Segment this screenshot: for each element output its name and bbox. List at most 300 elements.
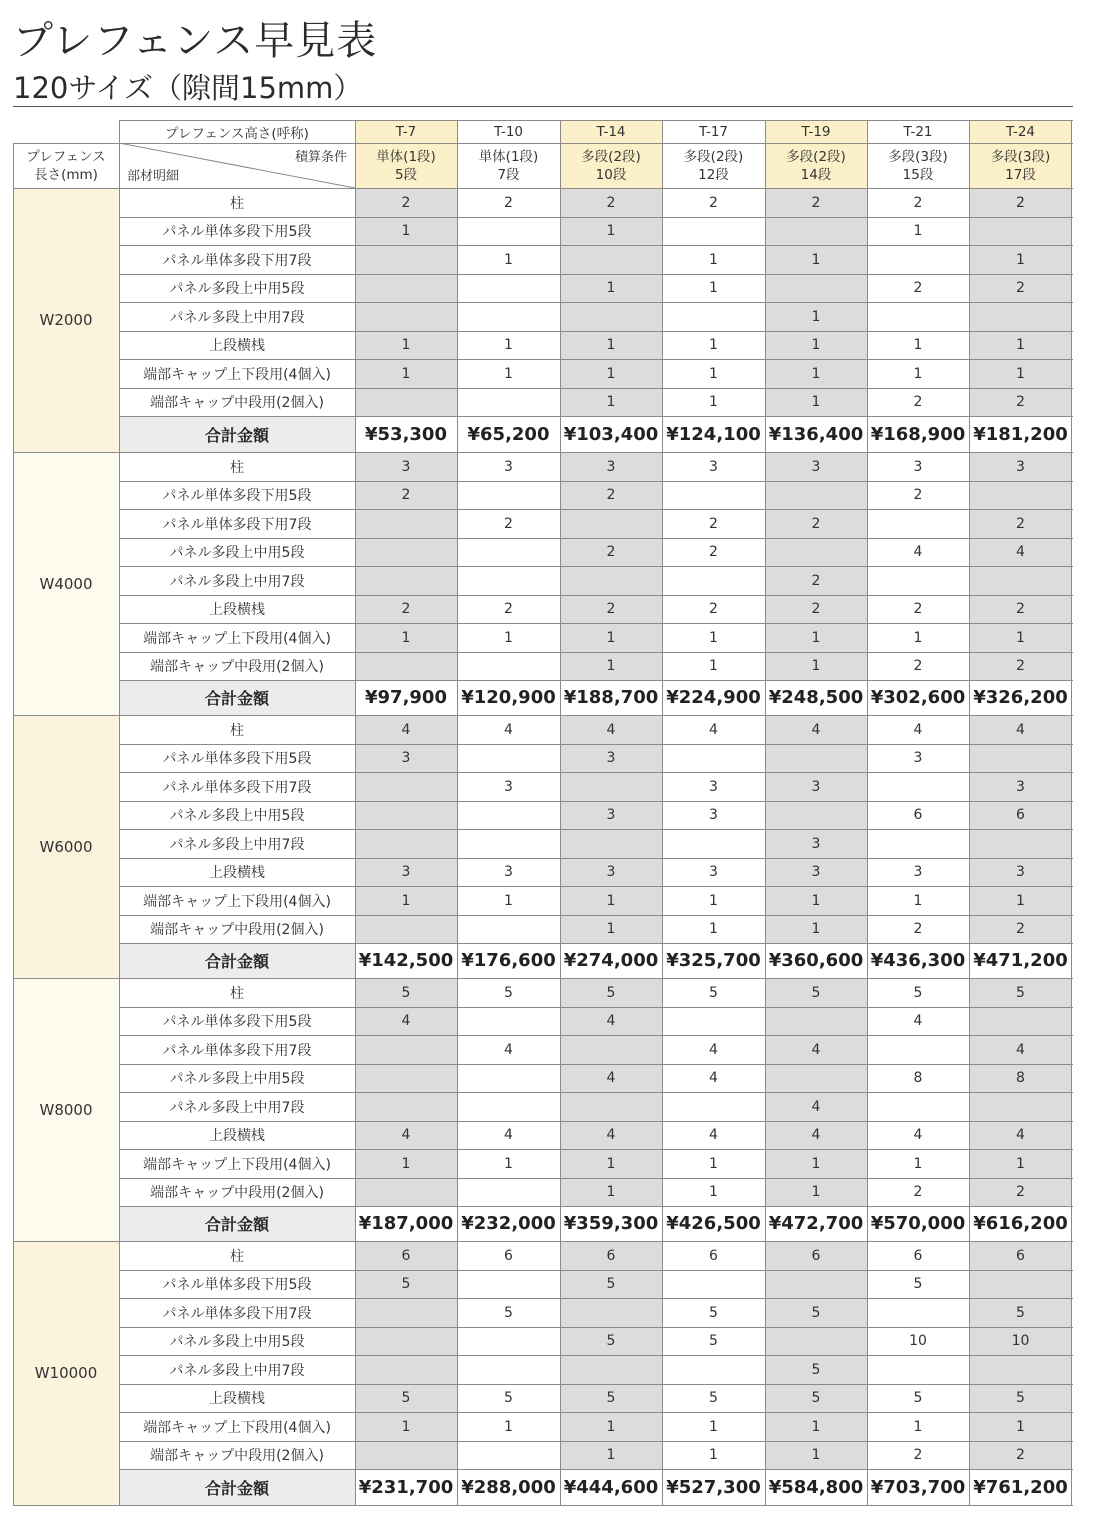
quantity-cell: 1 — [969, 331, 1072, 359]
quantity-cell: 1 — [457, 1149, 560, 1178]
quantity-cell: 4 — [867, 538, 969, 566]
quantity-cell: 1 — [457, 623, 560, 652]
quantity-cell — [457, 302, 560, 331]
grid-line — [13, 143, 1073, 144]
quantity-cell: 6 — [867, 1241, 969, 1270]
grid-line — [119, 1206, 1073, 1207]
quantity-cell: 5 — [662, 978, 765, 1007]
total-price-cell: ¥471,200 — [969, 943, 1072, 978]
total-price-cell: ¥360,600 — [765, 943, 867, 978]
page-subtitle: 120サイズ（隙間15mm） — [13, 71, 363, 105]
quantity-cell: 2 — [560, 595, 662, 623]
quantity-cell: 1 — [662, 652, 765, 680]
quantity-cell: 1 — [765, 1412, 867, 1441]
quantity-cell: 3 — [560, 801, 662, 829]
quantity-cell — [765, 274, 867, 302]
quantity-cell — [355, 1092, 457, 1121]
quantity-cell: 1 — [867, 217, 969, 245]
grid-line — [119, 1441, 1073, 1442]
quantity-cell: 1 — [457, 245, 560, 274]
quantity-cell — [662, 302, 765, 331]
total-label: 合計金額 — [119, 416, 355, 452]
quantity-cell: 1 — [560, 359, 662, 388]
quantity-cell: 1 — [765, 652, 867, 680]
quantity-cell: 4 — [560, 1064, 662, 1092]
quantity-cell: 6 — [969, 1241, 1072, 1270]
quantity-cell — [457, 829, 560, 858]
item-label: 上段横桟 — [119, 331, 355, 359]
condition-steps: 17段 — [1005, 166, 1036, 183]
grid-line — [119, 416, 1073, 417]
quantity-cell — [969, 1355, 1072, 1384]
quantity-cell: 3 — [457, 858, 560, 886]
quantity-cell — [457, 217, 560, 245]
grid-line — [119, 1121, 1073, 1122]
quantity-cell: 2 — [765, 566, 867, 595]
quantity-cell: 1 — [560, 886, 662, 915]
quantity-cell: 1 — [457, 359, 560, 388]
quantity-cell — [867, 566, 969, 595]
quantity-cell — [969, 217, 1072, 245]
quantity-cell: 1 — [560, 388, 662, 416]
column-condition-t-10 — [457, 143, 560, 188]
quantity-cell — [355, 829, 457, 858]
quantity-cell: 6 — [355, 1241, 457, 1270]
total-price-cell: ¥274,000 — [560, 943, 662, 978]
quantity-cell — [355, 652, 457, 680]
quantity-cell: 2 — [867, 652, 969, 680]
grid-line — [119, 744, 1073, 745]
total-price-cell: ¥232,000 — [457, 1206, 560, 1241]
grid-line — [119, 1355, 1073, 1356]
quantity-cell — [355, 509, 457, 538]
quantity-cell: 8 — [867, 1064, 969, 1092]
grid-line — [119, 1007, 1073, 1008]
quantity-cell: 10 — [969, 1327, 1072, 1355]
quantity-cell — [969, 481, 1072, 509]
quantity-cell: 4 — [662, 1035, 765, 1064]
total-price-cell: ¥426,500 — [662, 1206, 765, 1241]
quantity-cell: 5 — [355, 1270, 457, 1298]
quantity-cell — [355, 1178, 457, 1206]
quantity-cell: 1 — [560, 652, 662, 680]
column-code-t-19: T-19 — [765, 120, 867, 143]
quantity-cell — [969, 744, 1072, 772]
quantity-cell — [355, 772, 457, 801]
quantity-cell: 6 — [765, 1241, 867, 1270]
quantity-cell: 1 — [355, 359, 457, 388]
item-label: 端部キャップ中段用(2個入) — [119, 652, 355, 680]
condition-type: 多段(2段) — [683, 148, 744, 165]
column-condition-t-7 — [355, 143, 457, 188]
grid-line — [119, 886, 1073, 887]
quantity-cell — [355, 1064, 457, 1092]
column-code-t-17: T-17 — [662, 120, 765, 143]
grid-line — [1071, 120, 1072, 1506]
quantity-cell: 1 — [662, 1441, 765, 1469]
quantity-cell — [662, 829, 765, 858]
grid-line — [119, 388, 1073, 389]
grid-line — [119, 801, 1073, 802]
quantity-cell: 1 — [457, 886, 560, 915]
diagonal-header — [119, 143, 355, 188]
quantity-cell: 1 — [765, 359, 867, 388]
grid-line — [119, 1178, 1073, 1179]
quantity-cell — [969, 302, 1072, 331]
grid-line — [119, 245, 1073, 246]
quantity-cell — [355, 245, 457, 274]
quantity-cell — [765, 1007, 867, 1035]
grid-line — [457, 120, 458, 1506]
quantity-cell: 1 — [662, 886, 765, 915]
quantity-cell: 3 — [662, 772, 765, 801]
group-length-label: W10000 — [13, 1241, 119, 1505]
grid-line — [119, 858, 1073, 859]
quantity-cell: 2 — [662, 188, 765, 217]
quantity-cell — [560, 509, 662, 538]
total-price-cell: ¥436,300 — [867, 943, 969, 978]
total-price-cell: ¥761,200 — [969, 1469, 1072, 1505]
item-label: パネル単体多段下用5段 — [119, 1007, 355, 1035]
item-label: 柱 — [119, 978, 355, 1007]
total-price-cell: ¥124,100 — [662, 416, 765, 452]
quantity-cell — [969, 1007, 1072, 1035]
item-label: パネル多段上中用7段 — [119, 302, 355, 331]
quantity-cell: 1 — [560, 217, 662, 245]
quantity-cell: 5 — [457, 1384, 560, 1412]
column-condition-t-14 — [560, 143, 662, 188]
quantity-cell — [867, 1092, 969, 1121]
quantity-cell: 4 — [867, 1121, 969, 1149]
header-nominal-label: プレフェンス高さ(呼称) — [119, 120, 355, 143]
column-code-t-24: T-24 — [969, 120, 1072, 143]
quantity-cell: 6 — [457, 1241, 560, 1270]
item-label: 端部キャップ上下段用(4個入) — [119, 1412, 355, 1441]
quantity-cell — [355, 1441, 457, 1469]
item-label: 端部キャップ上下段用(4個入) — [119, 886, 355, 915]
quantity-cell: 3 — [867, 744, 969, 772]
quantity-cell — [560, 245, 662, 274]
quantity-cell: 2 — [969, 595, 1072, 623]
quantity-cell: 2 — [969, 1441, 1072, 1469]
quantity-cell: 5 — [765, 978, 867, 1007]
quantity-cell: 4 — [765, 715, 867, 744]
item-label: パネル単体多段下用5段 — [119, 481, 355, 509]
quantity-cell: 1 — [560, 915, 662, 943]
quantity-cell: 5 — [560, 1327, 662, 1355]
total-price-cell: ¥703,700 — [867, 1469, 969, 1505]
quantity-cell: 3 — [662, 858, 765, 886]
quantity-cell — [662, 1007, 765, 1035]
total-price-cell: ¥224,900 — [662, 680, 765, 715]
grid-line — [119, 1149, 1073, 1150]
quantity-cell: 4 — [457, 715, 560, 744]
quantity-cell: 1 — [662, 1149, 765, 1178]
quantity-cell: 2 — [969, 274, 1072, 302]
quantity-cell — [867, 1298, 969, 1327]
quantity-cell: 5 — [765, 1384, 867, 1412]
grid-line — [119, 120, 120, 1506]
column-code-t-21: T-21 — [867, 120, 969, 143]
condition-type: 単体(1段) — [376, 148, 436, 165]
quantity-cell: 1 — [355, 623, 457, 652]
quantity-cell: 1 — [969, 359, 1072, 388]
quantity-cell — [765, 1270, 867, 1298]
quantity-cell: 2 — [355, 595, 457, 623]
quantity-cell: 5 — [560, 978, 662, 1007]
quantity-cell: 2 — [765, 188, 867, 217]
quantity-cell — [457, 1327, 560, 1355]
quantity-cell: 1 — [969, 1149, 1072, 1178]
grid-line — [119, 566, 1073, 567]
item-label: 柱 — [119, 1241, 355, 1270]
column-code-t-7: T-7 — [355, 120, 457, 143]
quantity-cell — [457, 481, 560, 509]
quantity-cell — [969, 1270, 1072, 1298]
quantity-cell — [457, 388, 560, 416]
quantity-cell — [560, 829, 662, 858]
quantity-cell: 3 — [662, 452, 765, 481]
quantity-cell — [355, 1298, 457, 1327]
quantity-cell — [355, 566, 457, 595]
quantity-cell — [662, 217, 765, 245]
quantity-cell: 1 — [457, 1412, 560, 1441]
quantity-cell — [355, 274, 457, 302]
quantity-cell: 5 — [867, 1384, 969, 1412]
item-label: 柱 — [119, 452, 355, 481]
quantity-cell: 4 — [969, 1035, 1072, 1064]
item-label: パネル単体多段下用7段 — [119, 1035, 355, 1064]
quantity-cell — [457, 1178, 560, 1206]
grid-line — [119, 915, 1073, 916]
total-price-cell: ¥326,200 — [969, 680, 1072, 715]
quantity-cell: 4 — [457, 1121, 560, 1149]
quantity-cell — [560, 772, 662, 801]
quantity-cell: 1 — [765, 623, 867, 652]
quantity-cell: 1 — [355, 1149, 457, 1178]
column-condition-t-19 — [765, 143, 867, 188]
quantity-cell: 2 — [662, 509, 765, 538]
group-length-label: W8000 — [13, 978, 119, 1241]
quantity-cell: 3 — [662, 801, 765, 829]
quantity-cell: 1 — [662, 388, 765, 416]
quantity-cell: 6 — [560, 1241, 662, 1270]
quantity-cell: 5 — [457, 978, 560, 1007]
quantity-cell: 2 — [969, 1178, 1072, 1206]
quantity-cell: 1 — [662, 274, 765, 302]
quantity-cell: 3 — [355, 744, 457, 772]
column-condition-t-17 — [662, 143, 765, 188]
quantity-cell — [765, 1064, 867, 1092]
item-label: パネル多段上中用7段 — [119, 1355, 355, 1384]
quantity-cell: 3 — [355, 858, 457, 886]
quantity-cell: 4 — [355, 1007, 457, 1035]
total-price-cell: ¥168,900 — [867, 416, 969, 452]
total-price-cell: ¥65,200 — [457, 416, 560, 452]
quantity-cell: 1 — [765, 245, 867, 274]
item-label: パネル単体多段下用7段 — [119, 245, 355, 274]
quantity-cell: 1 — [969, 245, 1072, 274]
item-label: 上段横桟 — [119, 1121, 355, 1149]
quantity-cell: 3 — [765, 772, 867, 801]
quantity-cell: 3 — [867, 452, 969, 481]
quantity-cell: 3 — [765, 858, 867, 886]
quantity-cell: 1 — [560, 331, 662, 359]
grid-line — [119, 217, 1073, 218]
quantity-cell — [662, 1092, 765, 1121]
grid-line — [13, 715, 1073, 716]
quantity-cell: 2 — [867, 188, 969, 217]
quantity-cell: 6 — [867, 801, 969, 829]
quantity-cell: 4 — [969, 538, 1072, 566]
quantity-cell: 1 — [969, 1412, 1072, 1441]
quantity-cell — [969, 1092, 1072, 1121]
quantity-cell: 2 — [969, 388, 1072, 416]
condition-type: 多段(2段) — [786, 148, 846, 165]
quantity-cell: 3 — [355, 452, 457, 481]
item-label: 上段横桟 — [119, 1384, 355, 1412]
grid-line — [355, 120, 356, 1506]
total-price-cell: ¥136,400 — [765, 416, 867, 452]
quantity-cell: 1 — [867, 886, 969, 915]
total-price-cell: ¥231,700 — [355, 1469, 457, 1505]
quantity-cell: 1 — [355, 217, 457, 245]
quantity-cell: 5 — [867, 978, 969, 1007]
quantity-cell: 3 — [457, 772, 560, 801]
quantity-cell — [560, 302, 662, 331]
total-price-cell: ¥359,300 — [560, 1206, 662, 1241]
condition-type: 単体(1段) — [478, 148, 539, 165]
grid-line — [119, 1327, 1073, 1328]
quantity-cell: 5 — [355, 978, 457, 1007]
quantity-cell: 5 — [969, 1298, 1072, 1327]
quantity-cell: 2 — [662, 538, 765, 566]
item-label: パネル多段上中用5段 — [119, 1327, 355, 1355]
grid-line — [119, 331, 1073, 332]
total-price-cell: ¥142,500 — [355, 943, 457, 978]
column-code-t-10: T-10 — [457, 120, 560, 143]
total-label: 合計金額 — [119, 943, 355, 978]
quantity-cell: 5 — [560, 1270, 662, 1298]
total-price-cell: ¥103,400 — [560, 416, 662, 452]
grid-line — [119, 538, 1073, 539]
condition-type: 多段(3段) — [888, 148, 948, 165]
quantity-cell: 4 — [560, 1007, 662, 1035]
quantity-cell: 1 — [355, 331, 457, 359]
quantity-cell — [867, 509, 969, 538]
quantity-cell: 1 — [765, 1178, 867, 1206]
grid-line — [119, 943, 1073, 944]
quantity-cell: 4 — [457, 1035, 560, 1064]
quantity-cell: 1 — [560, 274, 662, 302]
quantity-cell: 5 — [867, 1270, 969, 1298]
total-price-cell: ¥288,000 — [457, 1469, 560, 1505]
grid-line — [119, 1384, 1073, 1385]
quantity-cell: 1 — [560, 1412, 662, 1441]
grid-line — [119, 359, 1073, 360]
quantity-cell — [662, 1355, 765, 1384]
quantity-cell — [457, 1092, 560, 1121]
quantity-cell: 3 — [969, 858, 1072, 886]
total-price-cell: ¥325,700 — [662, 943, 765, 978]
quantity-cell: 1 — [560, 1178, 662, 1206]
grid-line — [560, 120, 561, 1506]
quantity-cell — [662, 566, 765, 595]
grid-line — [662, 120, 663, 1506]
grid-line — [119, 1298, 1073, 1299]
detail-label: 部材明細 — [127, 169, 180, 184]
quantity-cell: 3 — [560, 744, 662, 772]
quantity-cell: 4 — [355, 715, 457, 744]
item-label: 端部キャップ上下段用(4個入) — [119, 1149, 355, 1178]
quantity-cell: 1 — [662, 359, 765, 388]
quantity-cell: 4 — [662, 1121, 765, 1149]
total-price-cell: ¥187,000 — [355, 1206, 457, 1241]
quantity-cell — [560, 1355, 662, 1384]
quantity-cell: 4 — [765, 1035, 867, 1064]
quantity-cell: 2 — [867, 915, 969, 943]
quantity-cell — [662, 744, 765, 772]
quantity-cell: 1 — [765, 1149, 867, 1178]
quantity-cell: 2 — [457, 509, 560, 538]
quantity-cell — [355, 801, 457, 829]
quantity-cell: 2 — [765, 509, 867, 538]
quantity-cell: 2 — [355, 481, 457, 509]
quantity-cell — [457, 744, 560, 772]
grid-line — [13, 452, 1073, 453]
quantity-cell: 2 — [867, 1178, 969, 1206]
quantity-cell: 2 — [457, 188, 560, 217]
item-label: パネル多段上中用7段 — [119, 1092, 355, 1121]
quantity-cell: 3 — [765, 829, 867, 858]
grid-line — [969, 120, 970, 1506]
quantity-cell: 5 — [969, 1384, 1072, 1412]
grid-line — [13, 143, 14, 1506]
quantity-cell — [355, 915, 457, 943]
length-header-line1: プレフェンス — [26, 148, 106, 165]
quantity-cell: 1 — [765, 915, 867, 943]
item-label: パネル多段上中用5段 — [119, 1064, 355, 1092]
grid-line — [765, 120, 766, 1506]
total-price-cell: ¥527,300 — [662, 1469, 765, 1505]
item-label: パネル単体多段下用7段 — [119, 772, 355, 801]
item-label: 端部キャップ中段用(2個入) — [119, 1441, 355, 1469]
quantity-cell: 4 — [560, 715, 662, 744]
quantity-cell — [457, 566, 560, 595]
grid-line — [119, 274, 1073, 275]
quantity-cell: 6 — [662, 1241, 765, 1270]
grid-line — [119, 1412, 1073, 1413]
grid-line — [867, 120, 868, 1506]
quantity-cell: 1 — [662, 331, 765, 359]
grid-line — [119, 120, 1073, 121]
condition-type: 多段(2段) — [581, 148, 641, 165]
column-condition-t-21 — [867, 143, 969, 188]
quantity-cell — [765, 481, 867, 509]
quantity-cell: 3 — [969, 772, 1072, 801]
item-label: 柱 — [119, 188, 355, 217]
total-price-cell: ¥248,500 — [765, 680, 867, 715]
grid-line — [13, 1241, 1073, 1242]
quantity-cell — [355, 1327, 457, 1355]
quantity-cell — [457, 1007, 560, 1035]
quantity-cell — [457, 652, 560, 680]
length-header-line2: 長さ(mm) — [34, 166, 98, 183]
quantity-cell: 5 — [662, 1384, 765, 1412]
item-label: 端部キャップ中段用(2個入) — [119, 1178, 355, 1206]
quantity-cell — [765, 217, 867, 245]
total-label: 合計金額 — [119, 680, 355, 715]
